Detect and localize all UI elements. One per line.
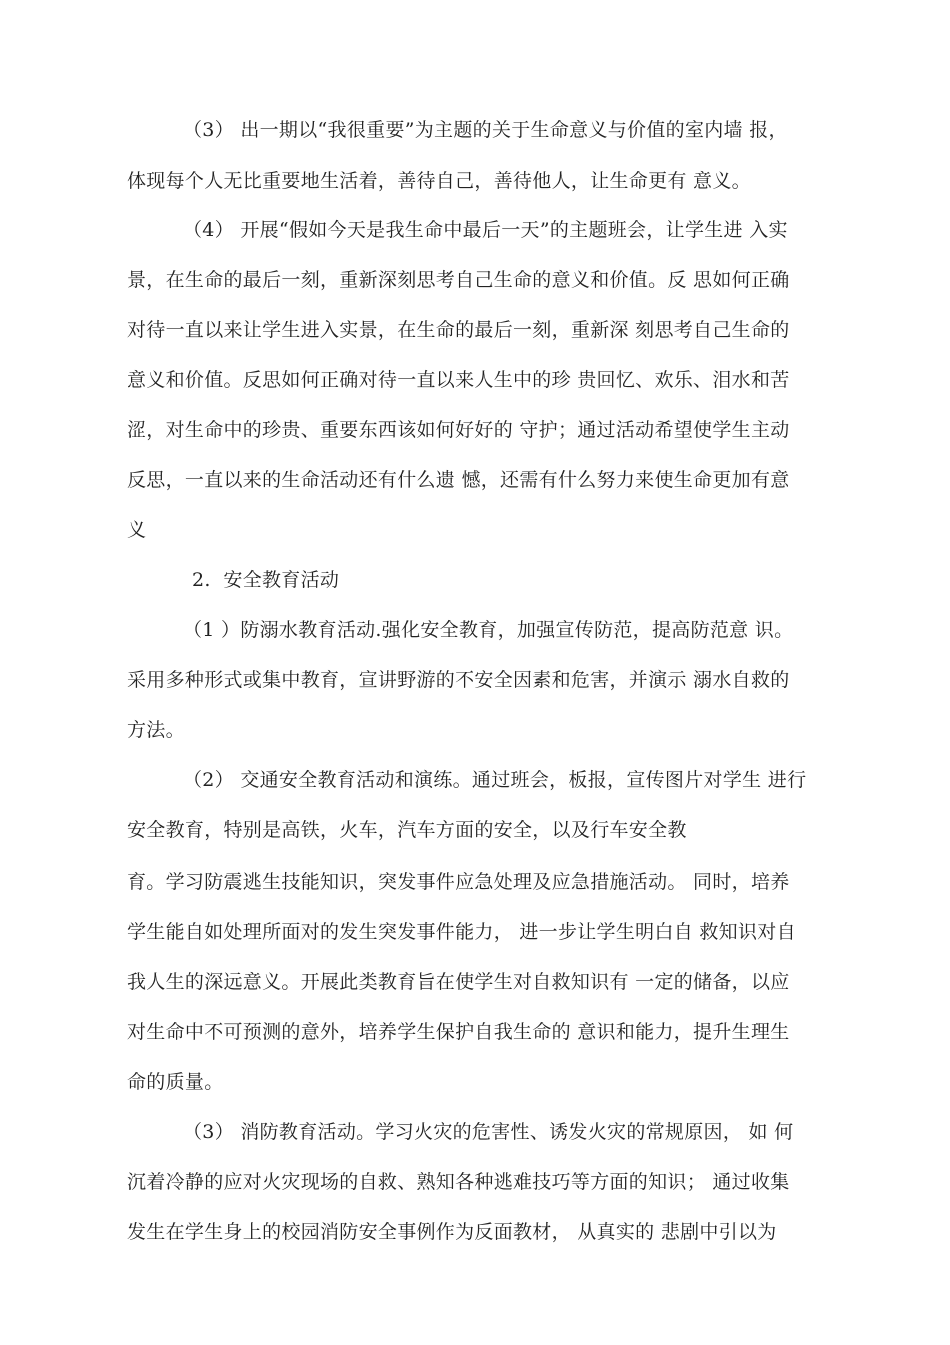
traffic-line-6: 对生命中不可预测的意外，培养学生保护自我生命的 意识和能力，提升生理生 — [127, 1021, 790, 1043]
traffic-line-4: 学生能自如处理所面对的发生突发事件能力， 进一步让学生明白自 救知识对自 — [127, 921, 796, 943]
paragraph-4-line-2: 景，在生命的最后一刻，重新深刻思考自己生命的意义和价值。反 思如何正确 — [127, 269, 790, 291]
paragraph-4-line-3: 对待一直以来让学生进入实景，在生命的最后一刻，重新深 刻思考自己生命的 — [127, 319, 790, 341]
fire-line-2: 沉着冷静的应对火灾现场的自救、熟知各种逃难技巧等方面的知识； 通过收集 — [127, 1171, 790, 1193]
traffic-line-3: 育。学习防震逃生技能知识，突发事件应急处理及应急措施活动。 同时，培养 — [127, 871, 790, 893]
fire-line-1: （3） 消防教育活动。学习火灾的危害性、诱发火灾的常规原因， 如 何 — [183, 1121, 794, 1143]
section-heading: 2. 安全教育活动 — [192, 569, 340, 591]
drowning-line-3: 方法。 — [127, 719, 185, 741]
paragraph-4-line-1: （4） 开展“假如今天是我生命中最后一天”的主题班会，让学生进 入实 — [183, 219, 788, 241]
traffic-line-7: 命的质量。 — [127, 1071, 224, 1093]
paragraph-4-line-7: 义 — [127, 519, 147, 541]
paragraph-4-line-4: 意义和价值。反思如何正确对待一直以来人生中的珍 贵回忆、欢乐、泪水和苦 — [127, 369, 790, 391]
paragraph-4-line-5: 涩，对生命中的珍贵、重要东西该如何好好的 守护；通过活动希望使学生主动 — [127, 419, 790, 441]
paragraph-3-line-1: （3） 出一期以“我很重要”为主题的关于生命意义与价值的室内墙 报， — [183, 119, 788, 141]
paragraph-4-line-6: 反思，一直以来的生命活动还有什么遗 憾，还需有什么努力来使生命更加有意 — [127, 469, 790, 491]
fire-line-3: 发生在学生身上的校园消防安全事例作为反面教材， 从真实的 悲剧中引以为 — [127, 1221, 777, 1243]
traffic-line-2: 安全教育，特别是高铁，火车，汽车方面的安全，以及行车安全教 — [127, 819, 687, 841]
drowning-line-1: （1 ）防溺水教育活动.强化安全教育，加强宣传防范，提高防范意 识。 — [183, 619, 794, 641]
paragraph-3-line-2: 体现每个人无比重要地生活着，善待自己，善待他人，让生命更有 意义。 — [127, 170, 751, 192]
drowning-line-2: 采用多种形式或集中教育，宣讲野游的不安全因素和危害，并演示 溺水自救的 — [127, 669, 790, 691]
traffic-line-5: 我人生的深远意义。开展此类教育旨在使学生对自救知识有 一定的储备，以应 — [127, 971, 790, 993]
traffic-line-1: （2） 交通安全教育活动和演练。通过班会，板报，宣传图片对学生 进行 — [183, 769, 807, 791]
